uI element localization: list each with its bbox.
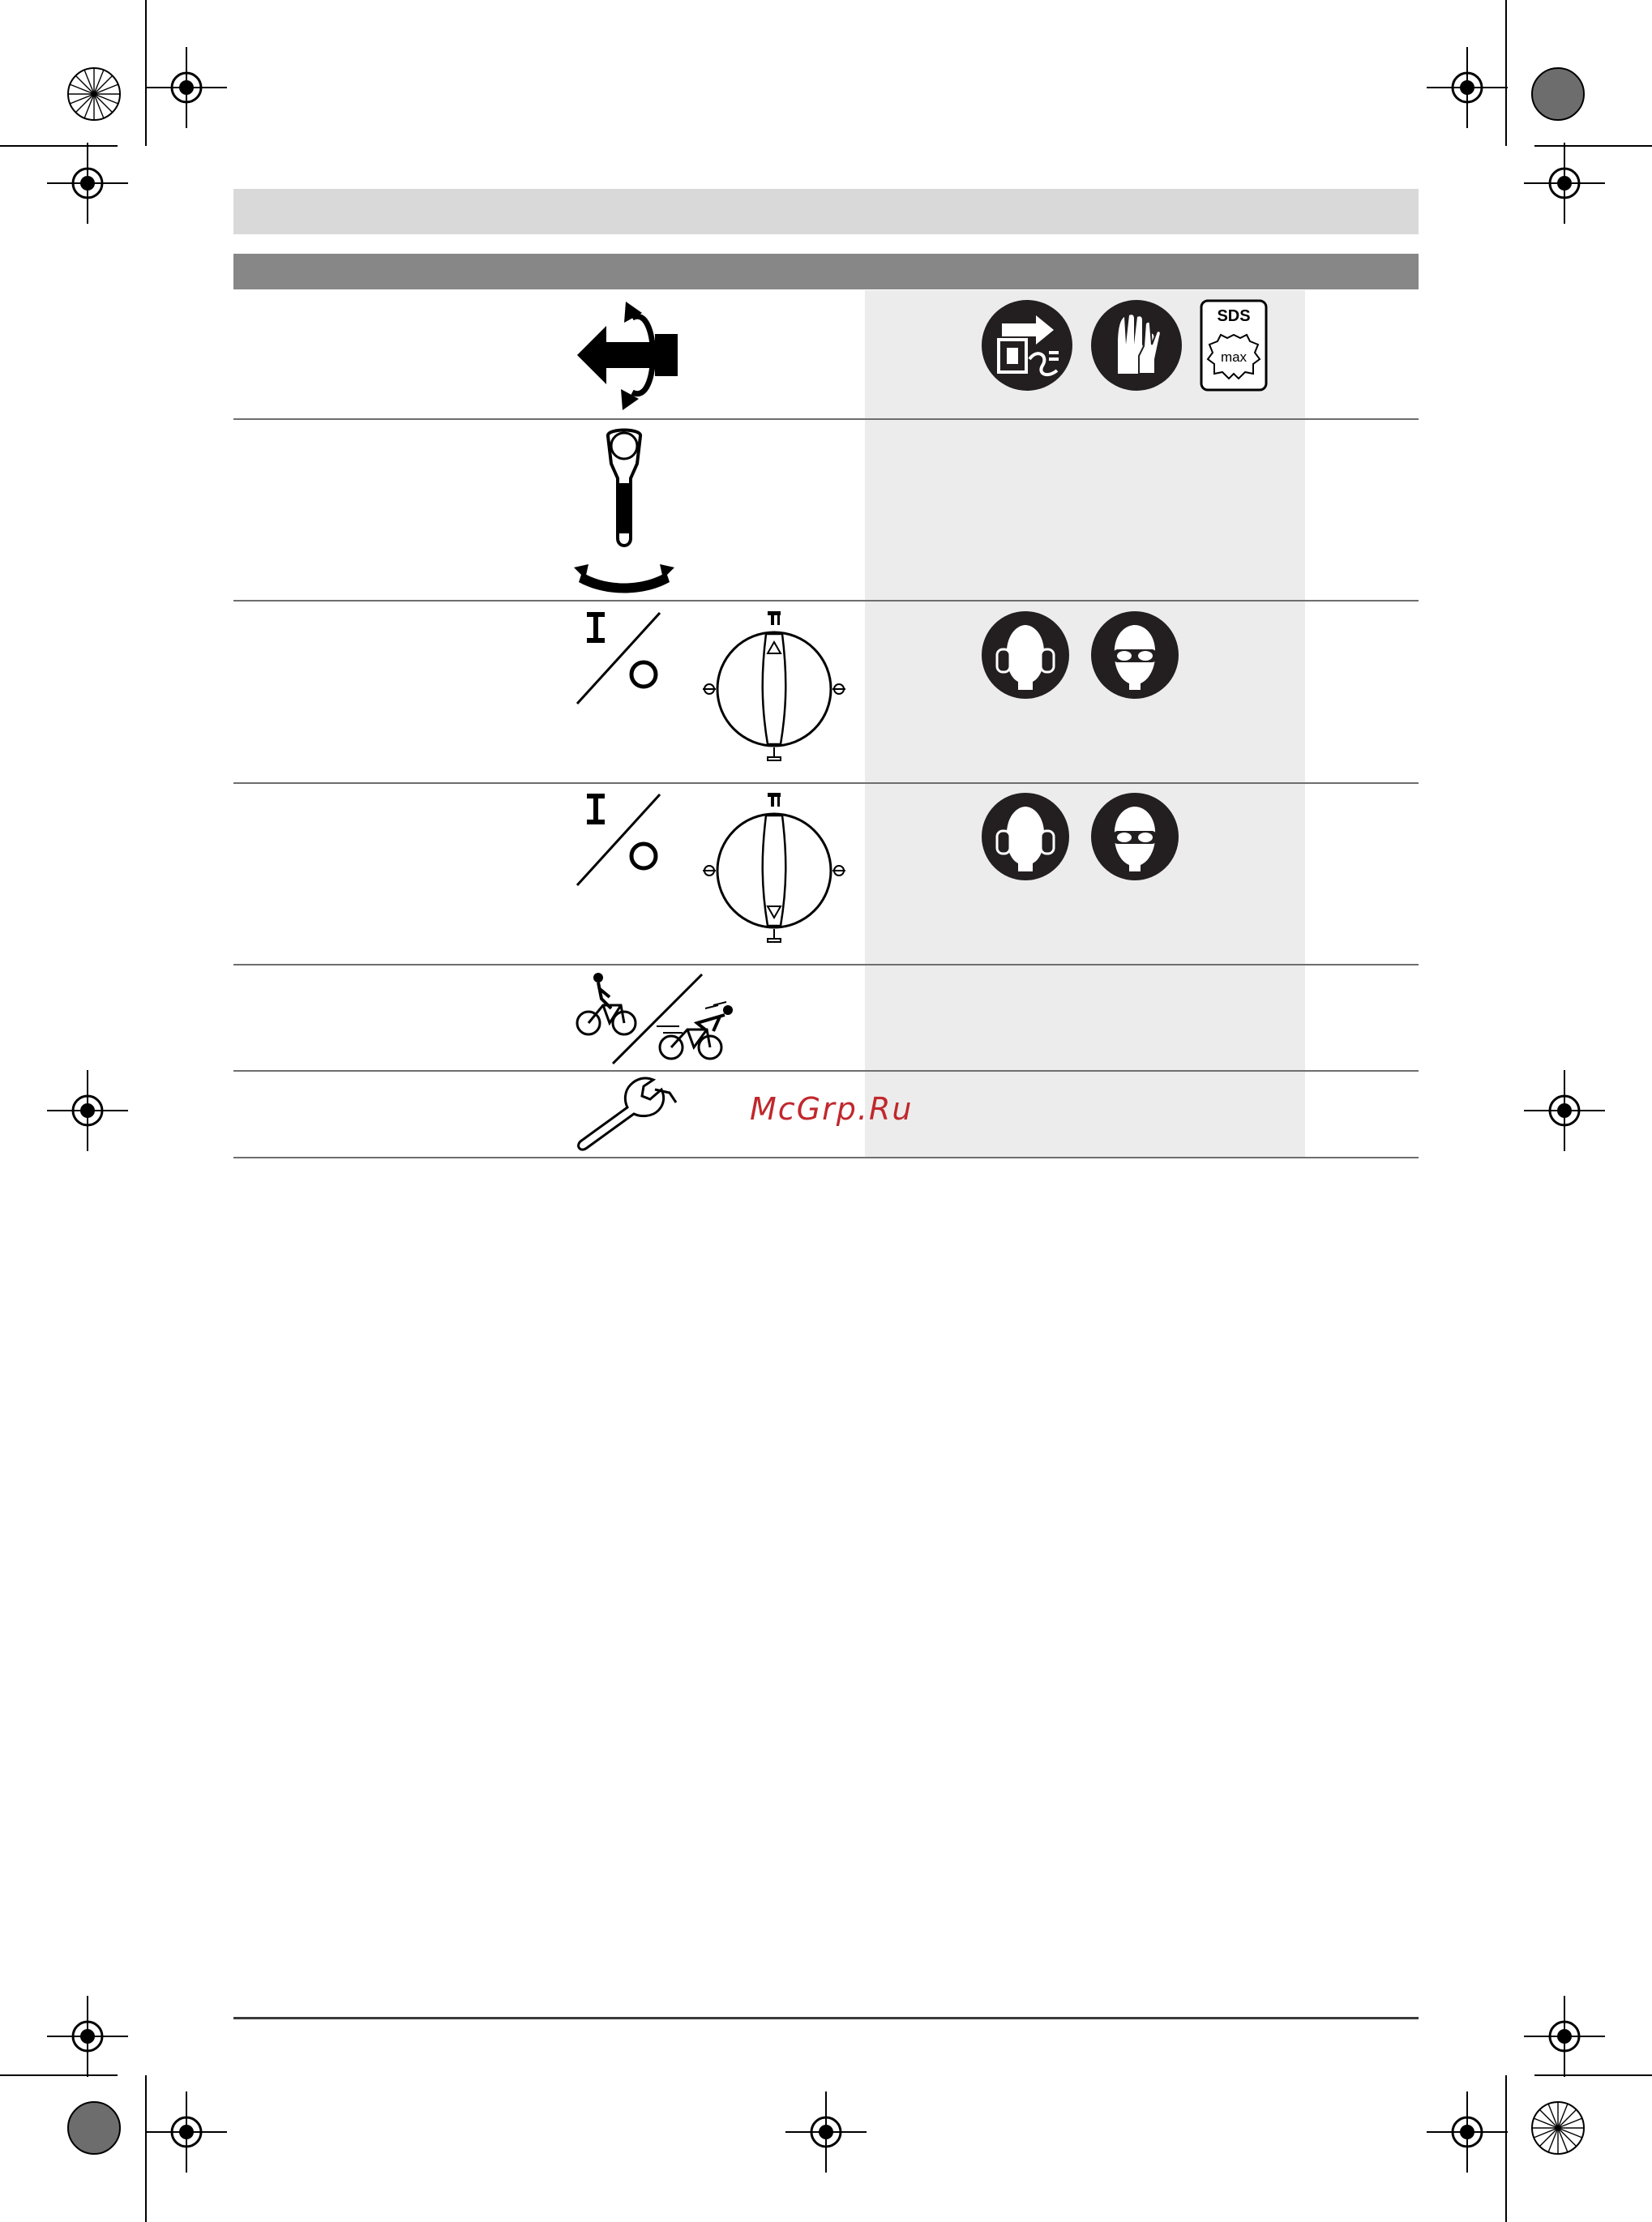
starburst-target-icon bbox=[1531, 2101, 1585, 2155]
on-off-icon bbox=[576, 610, 665, 707]
grey-target-icon bbox=[1531, 67, 1585, 121]
row-divider bbox=[233, 1070, 1419, 1072]
footer-rule bbox=[233, 2017, 1419, 2019]
row-divider bbox=[233, 418, 1419, 420]
mode-dial-down-icon bbox=[693, 790, 855, 952]
sds-max-label: max bbox=[1220, 349, 1248, 365]
watermark: McGrp.Ru bbox=[750, 1091, 914, 1127]
row-divider bbox=[233, 964, 1419, 965]
slow-fast-cyclist-icon bbox=[576, 973, 738, 1067]
eye-protection-icon bbox=[1090, 792, 1179, 881]
sds-max-icon bbox=[1200, 299, 1268, 392]
sds-label: SDS bbox=[1217, 307, 1251, 325]
starburst-target-icon bbox=[67, 67, 121, 121]
grey-target-icon bbox=[67, 2101, 121, 2155]
ear-protection-icon bbox=[981, 610, 1070, 700]
header-band bbox=[233, 189, 1419, 234]
right-column-shade bbox=[865, 290, 1305, 1157]
row-divider bbox=[233, 600, 1419, 602]
eye-protection-icon bbox=[1090, 610, 1179, 700]
mode-dial-up-icon bbox=[693, 608, 855, 770]
aux-handle-rotate-icon bbox=[574, 425, 674, 592]
rotate-lock-icon bbox=[574, 298, 683, 412]
on-off-icon bbox=[576, 791, 665, 888]
row-divider bbox=[233, 782, 1419, 784]
table-header-band bbox=[233, 254, 1419, 289]
gloves-icon bbox=[1090, 299, 1183, 392]
unplug-icon bbox=[981, 299, 1073, 392]
ear-protection-icon bbox=[981, 792, 1070, 881]
wrench-icon bbox=[574, 1078, 679, 1153]
row-divider bbox=[233, 1157, 1419, 1158]
